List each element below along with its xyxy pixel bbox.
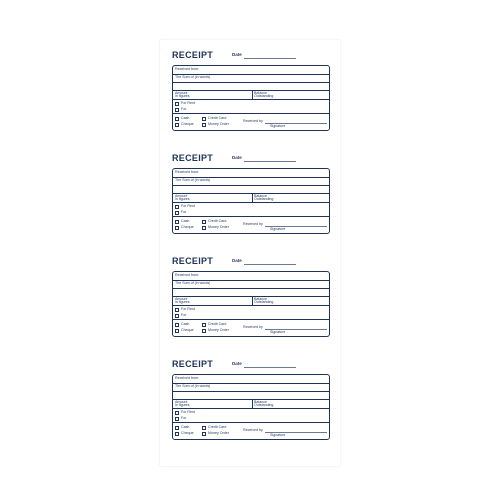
cheque-label: Cheque: [181, 328, 194, 332]
date-field[interactable]: [244, 58, 296, 59]
divider: [173, 193, 329, 194]
for-label: For: [181, 313, 187, 317]
amount-label: Amount in figures: [175, 296, 190, 305]
date-label: Date: [232, 361, 242, 366]
credit-card-label: Credit Card: [208, 425, 227, 429]
divider: [173, 202, 329, 203]
receipt-box: [172, 271, 330, 337]
received-from-label: Received from:: [175, 272, 200, 277]
receipt-box: [172, 65, 330, 131]
divider: [173, 319, 329, 320]
divider: [173, 99, 329, 100]
for-rent-label: For Rent: [181, 101, 195, 105]
receipt-box: [172, 168, 330, 234]
cheque-checkbox[interactable]: [175, 329, 179, 333]
received-from-label: Received from:: [175, 169, 200, 174]
money-order-label: Money Order: [208, 122, 229, 126]
cheque-label: Cheque: [181, 225, 194, 229]
money-order-checkbox[interactable]: [202, 329, 206, 333]
divider: [173, 288, 329, 289]
divider: [252, 296, 253, 305]
date-label: Date: [232, 155, 242, 160]
date-field[interactable]: [244, 367, 296, 368]
divider: [173, 422, 329, 423]
cheque-label: Cheque: [181, 431, 194, 435]
cash-checkbox[interactable]: [175, 117, 179, 121]
date-field[interactable]: [244, 161, 296, 162]
divider: [252, 193, 253, 202]
credit-card-checkbox[interactable]: [202, 117, 206, 121]
for-checkbox[interactable]: [175, 211, 179, 215]
receipt-title: RECEIPT: [172, 50, 214, 60]
money-order-checkbox[interactable]: [202, 432, 206, 436]
received-from-label: Received from:: [175, 66, 200, 71]
for-rent-checkbox[interactable]: [175, 411, 179, 415]
money-order-checkbox[interactable]: [202, 123, 206, 127]
money-order-label: Money Order: [208, 225, 229, 229]
divider: [173, 391, 329, 392]
credit-card-label: Credit Card: [208, 116, 227, 120]
amount-label: Amount in figures: [175, 399, 190, 408]
receipt-form-3: [160, 246, 340, 346]
cheque-checkbox[interactable]: [175, 226, 179, 230]
divider: [173, 305, 329, 306]
received-by-label: Received by: [243, 222, 263, 226]
for-rent-label: For Rent: [181, 307, 195, 311]
for-label: For: [181, 107, 187, 111]
receipt-form-1: [160, 40, 340, 140]
receipt-box: [172, 374, 330, 440]
date-label: Date: [232, 258, 242, 263]
cash-checkbox[interactable]: [175, 426, 179, 430]
cash-label: Cash: [181, 116, 190, 120]
cheque-checkbox[interactable]: [175, 123, 179, 127]
for-rent-label: For Rent: [181, 410, 195, 414]
balance-outstanding-label: Balance Outstanding: [254, 90, 274, 99]
divider: [252, 399, 253, 408]
cash-label: Cash: [181, 425, 190, 429]
received-by-label: Received by: [243, 119, 263, 123]
divider: [173, 90, 329, 91]
cash-label: Cash: [181, 322, 190, 326]
divider: [173, 399, 329, 400]
for-checkbox[interactable]: [175, 417, 179, 421]
divider: [173, 408, 329, 409]
received-from-label: Received from:: [175, 375, 200, 380]
receipt-title: RECEIPT: [172, 359, 214, 369]
balance-outstanding-label: Balance Outstanding: [254, 193, 274, 202]
for-rent-label: For Rent: [181, 204, 195, 208]
receipt-form-4: [160, 349, 340, 449]
signature-label: Signature: [270, 227, 286, 231]
for-checkbox[interactable]: [175, 314, 179, 318]
balance-outstanding-label: Balance Outstanding: [254, 296, 274, 305]
receipt-title: RECEIPT: [172, 256, 214, 266]
received-by-label: Received by: [243, 428, 263, 432]
sum-in-words-label: The Sum of (in words): [175, 177, 211, 182]
for-label: For: [181, 416, 187, 420]
divider: [173, 185, 329, 186]
divider: [173, 82, 329, 83]
cash-checkbox[interactable]: [175, 220, 179, 224]
amount-label: Amount in figures: [175, 90, 190, 99]
signature-label: Signature: [270, 124, 286, 128]
receipt-title: RECEIPT: [172, 153, 214, 163]
divider: [252, 90, 253, 99]
for-rent-checkbox[interactable]: [175, 205, 179, 209]
credit-card-label: Credit Card: [208, 219, 227, 223]
receipt-form-2: [160, 143, 340, 243]
credit-card-checkbox[interactable]: [202, 220, 206, 224]
signature-label: Signature: [270, 330, 286, 334]
credit-card-checkbox[interactable]: [202, 426, 206, 430]
money-order-label: Money Order: [208, 431, 229, 435]
date-field[interactable]: [244, 264, 296, 265]
sum-in-words-label: The Sum of (in words): [175, 74, 211, 79]
for-checkbox[interactable]: [175, 108, 179, 112]
for-rent-checkbox[interactable]: [175, 102, 179, 106]
sum-in-words-label: The Sum of (in words): [175, 383, 211, 388]
for-label: For: [181, 210, 187, 214]
for-rent-checkbox[interactable]: [175, 308, 179, 312]
sum-in-words-label: The Sum of (in words): [175, 280, 211, 285]
divider: [173, 296, 329, 297]
credit-card-checkbox[interactable]: [202, 323, 206, 327]
received-by-label: Received by: [243, 325, 263, 329]
cheque-checkbox[interactable]: [175, 432, 179, 436]
money-order-label: Money Order: [208, 328, 229, 332]
cash-checkbox[interactable]: [175, 323, 179, 327]
credit-card-label: Credit Card: [208, 322, 227, 326]
divider: [173, 113, 329, 114]
balance-outstanding-label: Balance Outstanding: [254, 399, 274, 408]
divider: [173, 216, 329, 217]
cheque-label: Cheque: [181, 122, 194, 126]
receipt-book-page: [160, 40, 340, 466]
cash-label: Cash: [181, 219, 190, 223]
money-order-checkbox[interactable]: [202, 226, 206, 230]
date-label: Date: [232, 52, 242, 57]
signature-label: Signature: [270, 433, 286, 437]
amount-label: Amount in figures: [175, 193, 190, 202]
